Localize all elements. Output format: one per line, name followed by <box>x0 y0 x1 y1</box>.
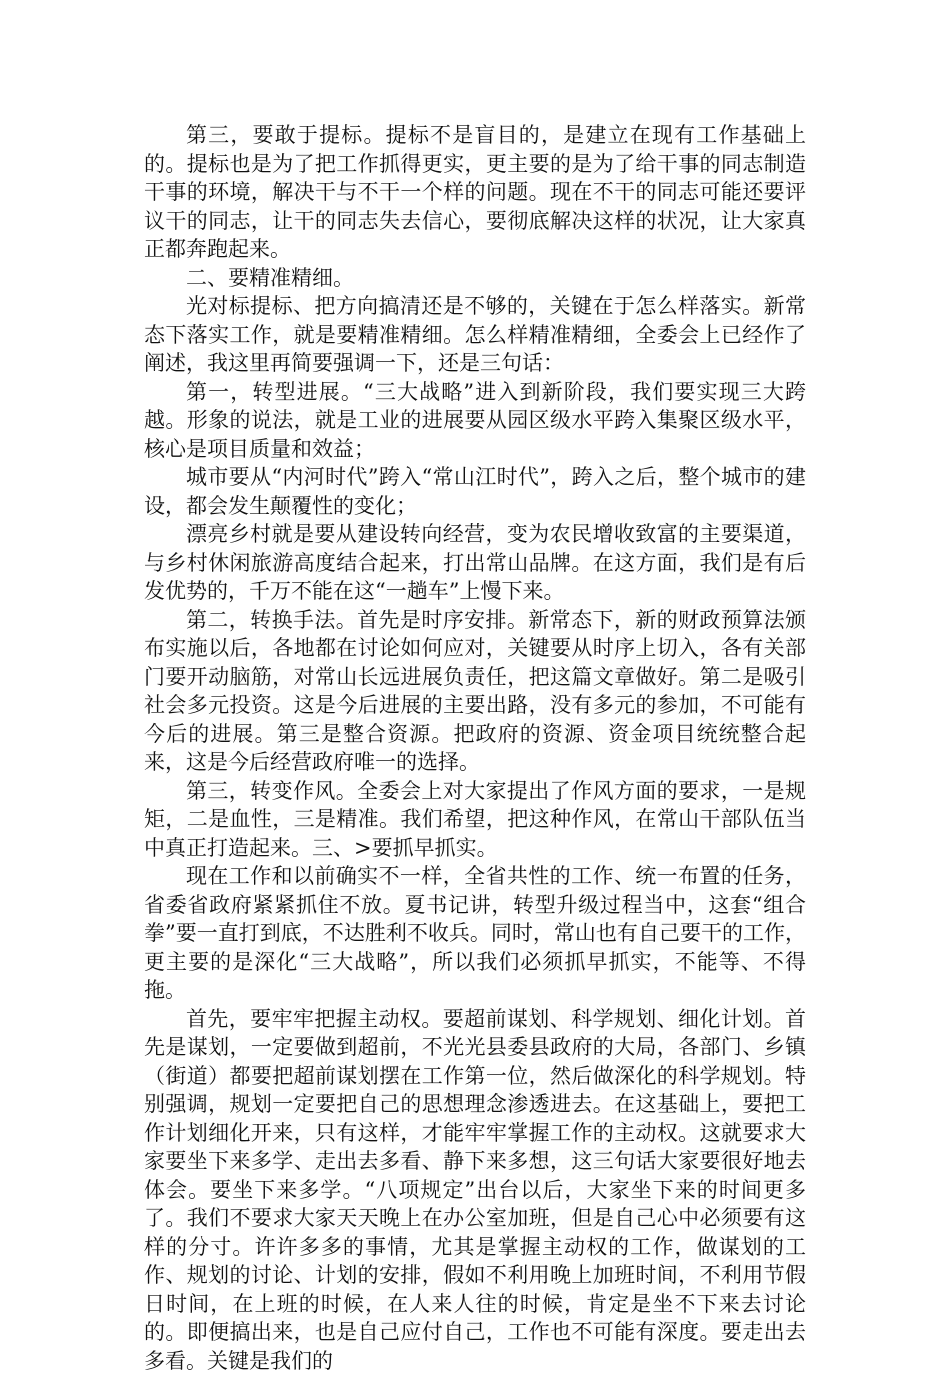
paragraph-city: 城市要从“内河时代”跨入“常山江时代”，跨入之后，整个城市的建设，都会发生颠覆性的变化； <box>144 463 806 520</box>
paragraph-current-work: 现在工作和以前确实不一样，全省共性的工作、统一布置的任务，省委省政府紧紧抓住不放。夏书记讲，转型升级过程当中，这套“组合拳”要一直打到底，不达胜利不收兵。同时，常山也有自己要干的工作，更主要的是深化“三大战略”，所以我们必须抓早抓实，不能等、不得拖。 <box>144 862 806 1005</box>
paragraph-initiative: 首先，要牢牢把握主动权。要超前谋划、科学规划、细化计划。首先是谋划，一定要做到超前，不光光县委县政府的大局，各部门、乡镇（街道）都要把超前谋划摆在工作第一位，然后做深化的科学规划。特别强调，规划一定要把自己的思想理念渗透进去。在这基础上，要把工作计划细化开来，只有这样，才能牢牢掌握工作的主动权。这就要求大家要坐下来多学、走出去多看、静下来多想，这三句话大家要很好地去体会。要坐下来多学。“八项规定”出台以后，大家坐下来的时间更多了。我们不要求大家天天晚上在办公室加班，但是自己心中必须要有这样的分寸。许许多多的事情，尤其是掌握主动权的工作，做谋划的工作、规划的讨论、计划的安排，假如不利用晚上加班时间，不利用节假日时间，在上班的时候，在人来人往的时候，肯定是坐不下来去讨论的。即便搞出来，也是自己应付自己，工作也不可能有深度。要走出去多看。关键是我们的 <box>144 1005 806 1375</box>
paragraph-transformation: 第一，转型进展。“三大战略”进入到新阶段，我们要实现三大跨越。形象的说法，就是工业的进展要从园区级水平跨入集聚区级水平，核心是项目质量和效益； <box>144 378 806 464</box>
document-page <box>144 121 806 1375</box>
paragraph-methods: 第二，转换手法。首先是时序安排。新常态下，新的财政预算法颁布实施以后，各地都在讨论如何应对，关键要从时序上切入，各有关部门要开动脑筋，对常山长远进展负责任，把这篇文章做好。第二是吸引社会多元投资。这是今后进展的主要出路，没有多元的参加，不可能有今后的进展。第三是整合资源。把政府的资源、资金项目统统整合起来，这是今后经营政府唯一的选择。 <box>144 606 806 777</box>
paragraph-village: 漂亮乡村就是要从建设转向经营，变为农民增收致富的主要渠道，与乡村休闲旅游高度结合起来，打出常山品牌。在这方面，我们是有后发优势的，千万不能在这“一趟车”上慢下来。 <box>144 520 806 606</box>
paragraph-work-style: 第三，转变作风。全委会上对大家提出了作风方面的要求，一是规矩，二是血性，三是精准。我们希望，把这种作风，在常山干部队伍当中真正打造起来。三、>要抓早抓实。 <box>144 777 806 863</box>
paragraph-raise-standards: 第三，要敢于提标。提标不是盲目的，是建立在现有工作基础上的。提标也是为了把工作抓得更实，更主要的是为了给干事的同志制造干事的环境，解决干与不干一个样的问题。现在不干的同志可能还要评议干的同志，让干的同志失去信心，要彻底解决这样的状况，让大家真正都奔跑起来。 <box>144 121 806 264</box>
paragraph-implementation: 光对标提标、把方向搞清还是不够的，关键在于怎么样落实。新常态下落实工作，就是要精准精细。怎么样精准精细，全委会上已经作了阐述，我这里再简要强调一下，还是三句话： <box>144 292 806 378</box>
heading-precision: 二、要精准精细。 <box>144 264 806 293</box>
